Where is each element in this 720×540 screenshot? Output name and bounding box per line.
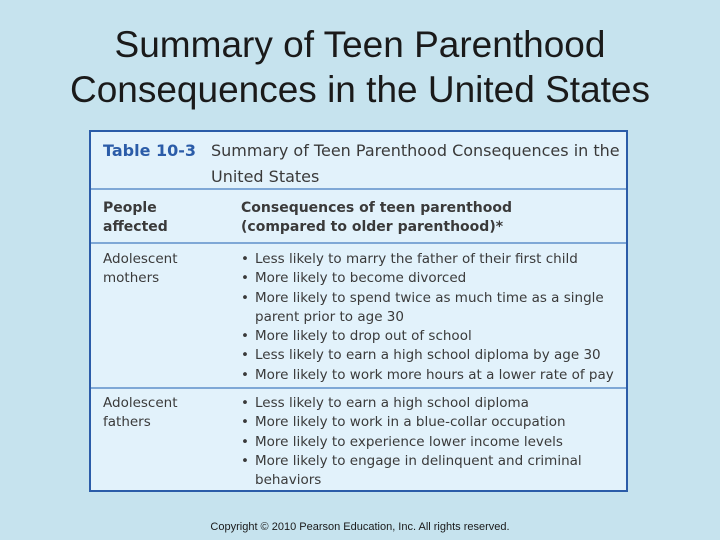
bullet-list-mothers	[241, 250, 616, 385]
copyright-notice: Copyright © 2010 Pearson Education, Inc. All rights reserved.	[210, 521, 510, 533]
list-item: • Less likely to marry the father of their first child	[241, 250, 616, 269]
list-item: • More likely to experience lower income levels	[241, 433, 616, 452]
table-number: Table 10-3	[103, 141, 197, 160]
list-item: • More likely to become divorced	[241, 269, 616, 288]
list-item: • More likely to work in a blue-collar occupation	[241, 413, 616, 432]
bullet-list-fathers	[241, 394, 616, 490]
list-item: • Less likely to earn a high school diploma by age 30	[241, 346, 616, 365]
list-item: • More likely to work more hours at a lower rate of pay	[241, 366, 616, 385]
slide-title-line-2: Consequences in the United States	[69, 69, 651, 110]
group-label-mothers: Adolescent mothers	[103, 251, 178, 287]
group-label-fathers: Adolescent fathers	[103, 395, 178, 431]
column-header-people-affected: People affected	[103, 200, 168, 235]
slide-title-line-1: Summary of Teen Parenthood	[114, 24, 606, 65]
table-row	[91, 250, 626, 385]
list-item: • Less likely to earn a high school diploma	[241, 394, 616, 413]
list-item: • More likely to spend twice as much time as a single parent prior to age 30	[241, 289, 616, 328]
caption-divider	[91, 188, 626, 190]
slide-title	[0, 22, 720, 112]
header-divider	[91, 242, 626, 244]
consequences-table	[89, 130, 628, 492]
table-title: Summary of Teen Parenthood Consequences in the United States	[211, 141, 620, 186]
list-item: • More likely to engage in delinquent and criminal behaviors	[241, 452, 616, 491]
column-header-consequences: Consequences of teen parenthood (compared to older parenthood)*	[241, 200, 512, 235]
list-item: • More likely to drop out of school	[241, 327, 616, 346]
row-divider	[91, 387, 626, 389]
table-row	[91, 394, 626, 490]
